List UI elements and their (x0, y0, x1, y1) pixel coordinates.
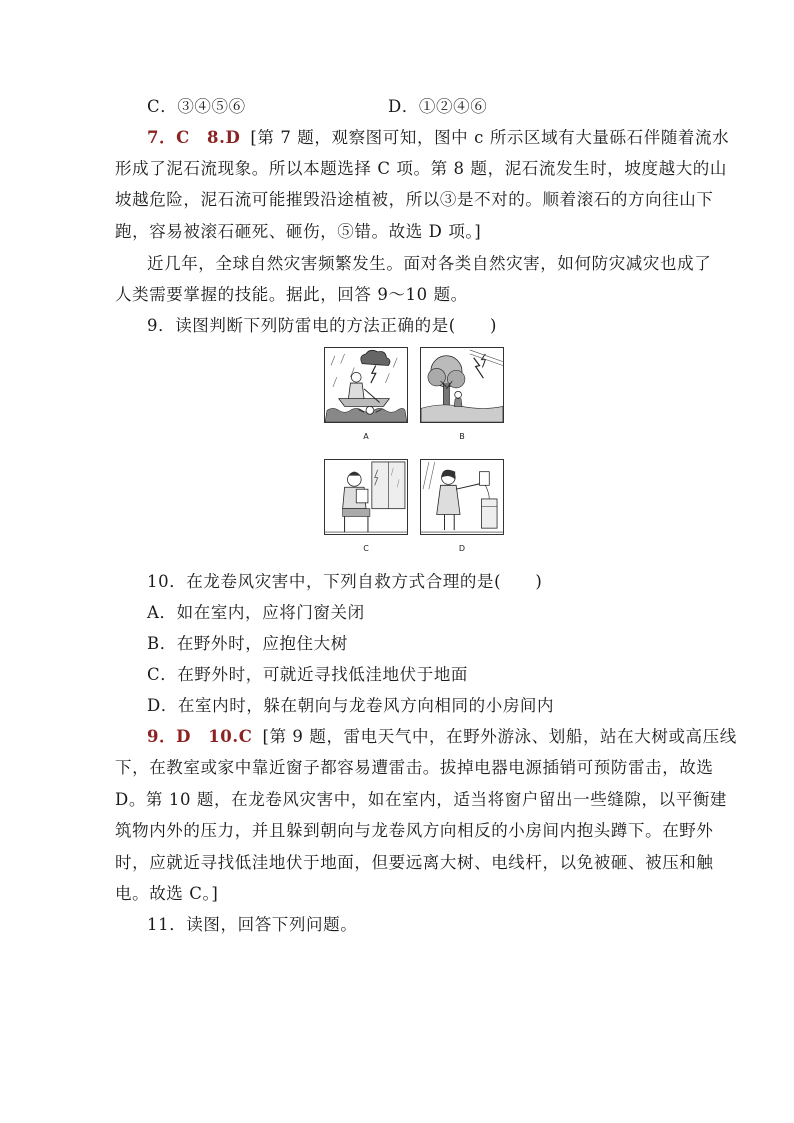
q9-10-explanation-line6: 电。故选 C。] (115, 884, 219, 903)
q7-8-explanation-line2: 形成了泥石流现象。所以本题选择 C 项。第 8 题，泥石流发生时，坡度越大的山 (115, 159, 728, 178)
q9-10-explanation-line3: D。第 10 题，在龙卷风灾害中，如在室内，适当将窗户留出一些缝隙，以平衡建 (115, 790, 728, 809)
q9-10-explanation-line1: [第 9 题，雷电天气中，在野外游泳、划船，站在大树或高压线 (262, 727, 737, 746)
q9-10-explanation-line2: 下，在教室或家中靠近窗子都容易遭雷击。拔掉电器电源插销可预防雷击，故选 (115, 758, 714, 777)
option-d-prev: D．①②④⑥ (388, 97, 488, 116)
intro-line2: 人类需要掌握的技能。据此，回答 9～10 题。 (115, 285, 468, 304)
q9-10-explanation-line5: 时，应就近寻找低洼地伏于地面，但要远离大树、电线杆，以免被砸、被压和触 (115, 853, 714, 872)
q10-option-a: A．如在室内，应将门窗关闭 (147, 603, 365, 622)
q10-option-c: C．在野外时，可就近寻找低洼地伏于地面 (147, 665, 469, 684)
caption-b: B (459, 432, 465, 441)
q7-8-answer-explanation (147, 128, 729, 148)
panel-c-by-window (324, 459, 408, 535)
panel-d-unplugging (420, 459, 504, 535)
q10-option-b: B．在野外时，应抱住大树 (147, 634, 348, 653)
q10-option-d: D．在室内时，躲在朝向与龙卷风方向相同的小房间内 (147, 696, 555, 715)
q7-8-explanation-line4: 跑，容易被滚石砸死、砸伤，⑤错。故选 D 项。] (115, 222, 482, 241)
q7-8-answer: 7．C 8.D (147, 128, 241, 147)
q7-8-explanation-line1: [第 7 题，观察图可知，图中 c 所示区域有大量砾石伴随着流水 (250, 128, 730, 147)
question-9: 9．读图判断下列防雷电的方法正确的是( ) (147, 316, 498, 335)
question-11: 11．读图，回答下列问题。 (147, 915, 358, 934)
option-c-prev: C．③④⑤⑥ (147, 97, 246, 116)
tree-lightning-illustration (421, 348, 503, 422)
question-10: 10．在龙卷风灾害中，下列自救方式合理的是( ) (147, 572, 543, 591)
caption-c: C (363, 544, 369, 553)
lightning-safety-figure (322, 345, 512, 560)
q9-10-explanation-line4: 筑物内外的压力，并且躲到朝向与龙卷风方向相反的小房间内抱头蹲下。在野外 (115, 821, 714, 840)
storm-boat-illustration (325, 348, 407, 422)
q9-10-answer-explanation (147, 727, 737, 747)
reading-window-illustration (325, 460, 407, 534)
q9-10-answer: 9．D 10.C (147, 727, 253, 746)
q7-8-explanation-line3: 坡越危险，泥石流可能摧毁沿途植被，所以③是不对的。顺着滚石的方向往山下 (115, 190, 714, 209)
panel-a-swimming-boating (324, 347, 408, 423)
intro-line1: 近几年，全球自然灾害频繁发生。面对各类自然灾害，如何防灾减灾也成了 (147, 254, 712, 273)
caption-a: A (363, 432, 369, 441)
caption-d: D (458, 544, 466, 553)
unplugging-illustration (421, 460, 503, 534)
panel-b-under-tree (420, 347, 504, 423)
